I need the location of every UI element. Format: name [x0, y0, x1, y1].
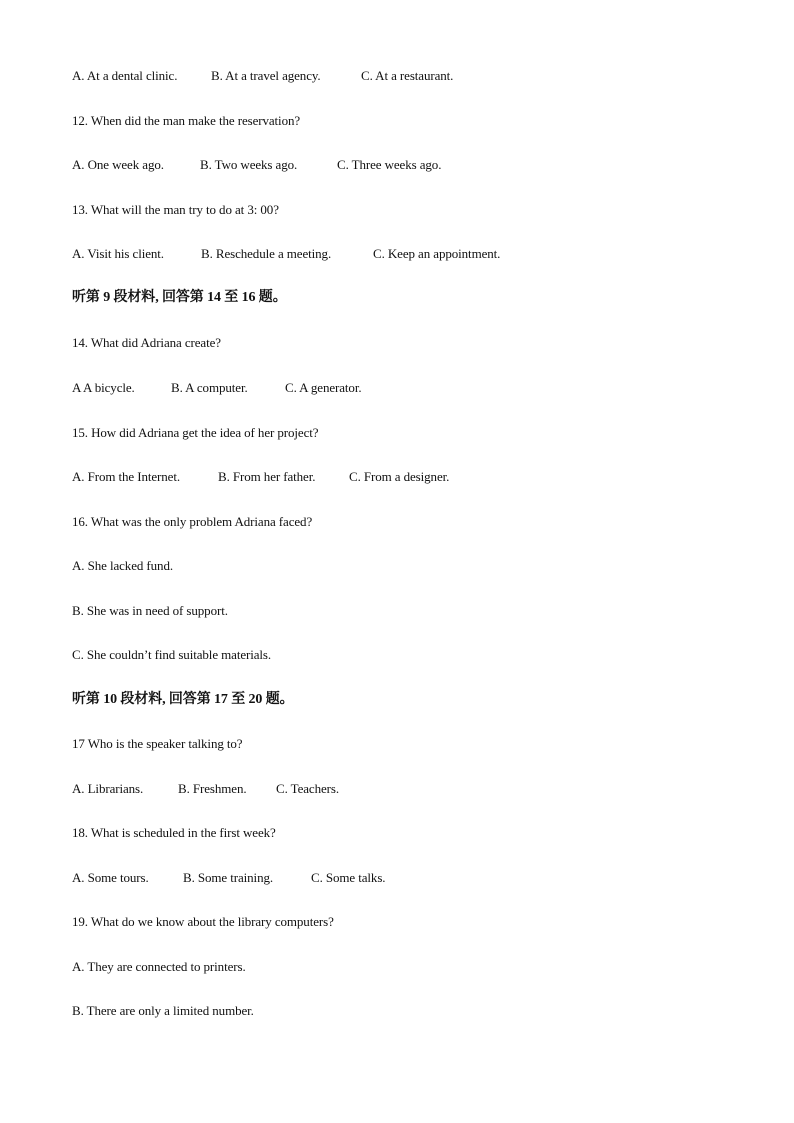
q15-options	[72, 469, 449, 485]
q14-option-a: A A bicycle.	[72, 380, 135, 395]
q12-option-c: C. Three weeks ago.	[337, 157, 442, 172]
q14-question: 14. What did Adriana create?	[72, 335, 221, 350]
q15-option-a: A. From the Internet.	[72, 469, 181, 484]
q13-option-a: A. Visit his client.	[72, 246, 164, 261]
q15-option-b: B. From her father.	[218, 469, 316, 484]
q17-option-c: C. Teachers.	[276, 781, 339, 796]
q15-option-c: C. From a designer.	[349, 469, 450, 484]
q14-option-c: C. A generator.	[285, 380, 362, 395]
q13-option-b: B. Reschedule a meeting.	[201, 246, 332, 261]
q14-option-b: B. A computer.	[171, 380, 248, 395]
q18-option-c: C. Some talks.	[311, 870, 386, 885]
q11-option-b: B. At a travel agency.	[211, 68, 321, 83]
q17-option-b: B. Freshmen.	[178, 781, 247, 796]
q19-option-b: B. There are only a limited number.	[72, 1003, 254, 1018]
q11-option-c: C. At a restaurant.	[361, 68, 454, 83]
q17-option-a: A. Librarians.	[72, 781, 144, 796]
q18-options	[72, 870, 385, 886]
q12-question: 12. When did the man make the reservation?	[72, 113, 301, 128]
q17-question: 17 Who is the speaker talking to?	[72, 736, 243, 751]
q19-option-a: A. They are connected to printers.	[72, 959, 246, 974]
q18-question: 18. What is scheduled in the first week?	[72, 825, 276, 840]
q18-option-b: B. Some training.	[183, 870, 274, 885]
q11-options	[72, 68, 453, 84]
q19-question: 19. What do we know about the library computers?	[72, 914, 334, 929]
q15-question: 15. How did Adriana get the idea of her project?	[72, 425, 319, 440]
q16-question: 16. What was the only problem Adriana faced?	[72, 514, 313, 529]
q16-option-a: A. She lacked fund.	[72, 558, 173, 573]
q13-options	[72, 246, 500, 262]
section-heading-9: 听第 9 段材料, 回答第 14 至 16 题。	[72, 290, 287, 305]
q14-options	[72, 380, 362, 396]
q13-option-c: C. Keep an appointment.	[373, 246, 501, 261]
section-heading-10: 听第 10 段材料, 回答第 17 至 20 题。	[72, 692, 294, 707]
q16-option-c: C. She couldn’t find suitable materials.	[72, 647, 272, 662]
q18-option-a: A. Some tours.	[72, 870, 149, 885]
q12-options	[72, 157, 441, 173]
q12-option-b: B. Two weeks ago.	[200, 157, 298, 172]
q12-option-a: A. One week ago.	[72, 157, 164, 172]
q13-question: 13. What will the man try to do at 3: 00?	[72, 202, 279, 217]
q17-options	[72, 781, 339, 797]
q11-option-a: A. At a dental clinic.	[72, 68, 178, 83]
q16-option-b: B. She was in need of support.	[72, 603, 228, 618]
